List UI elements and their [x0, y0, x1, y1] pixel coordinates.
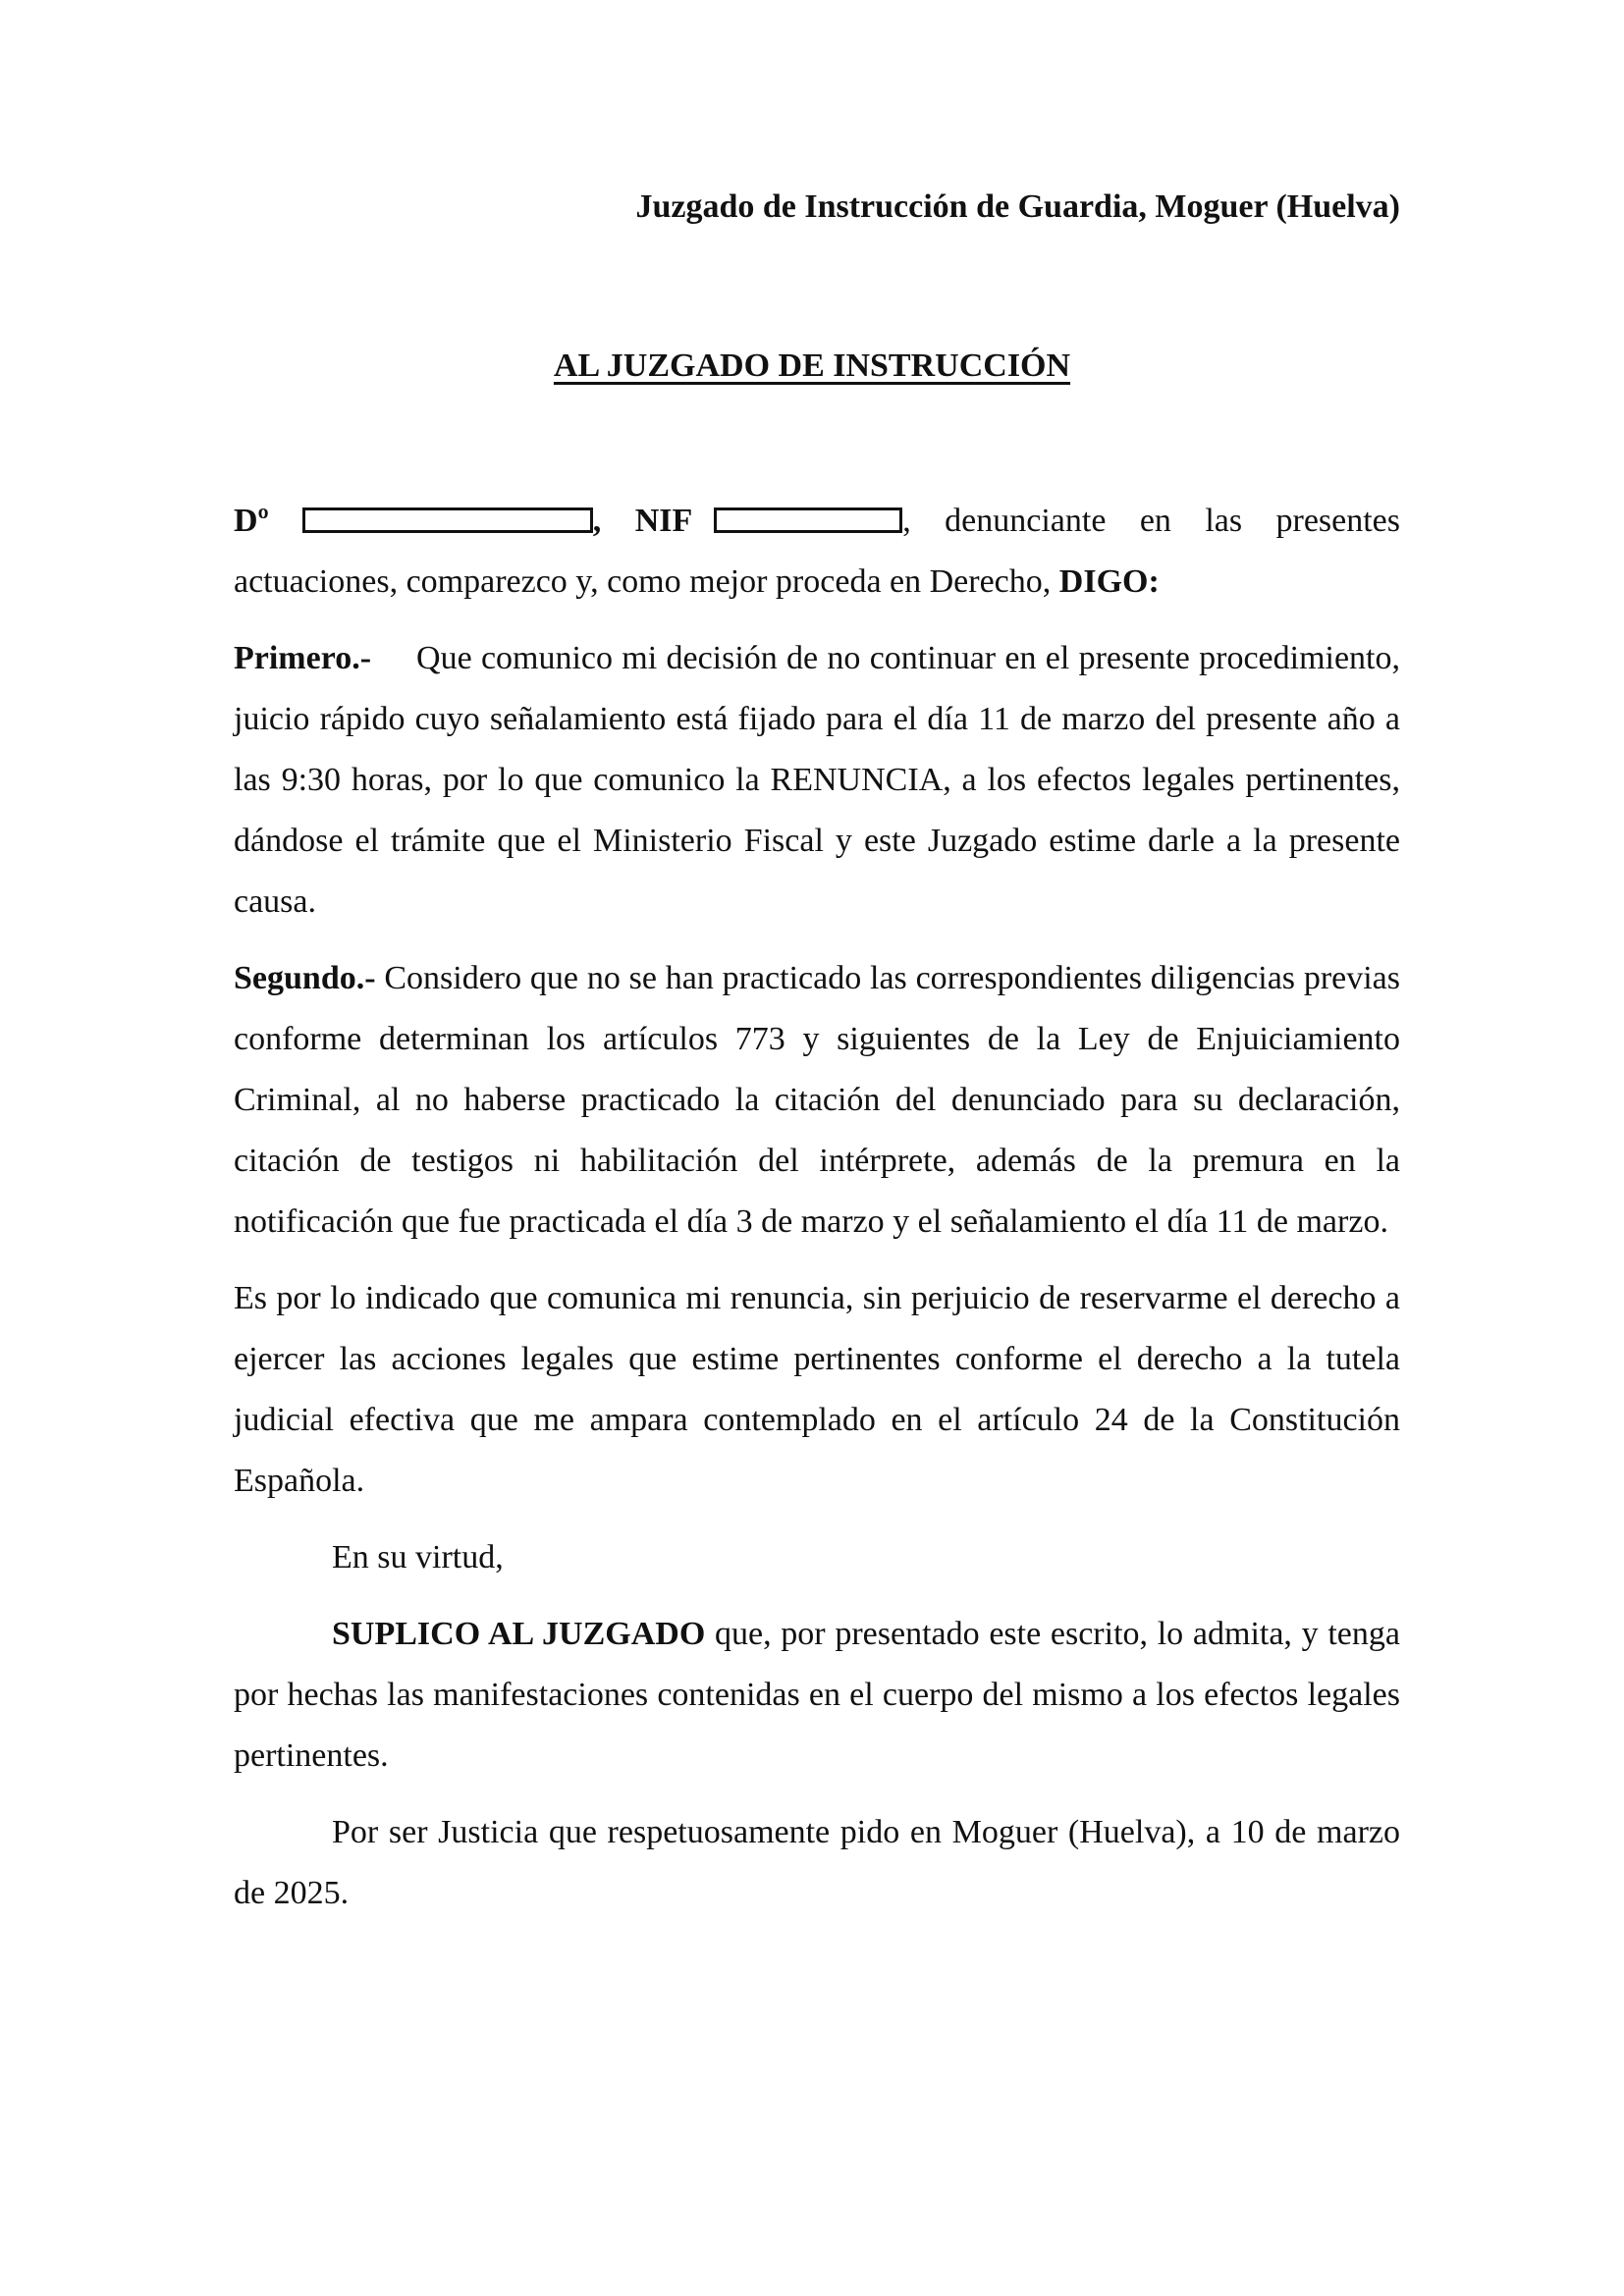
suplico-label: SUPLICO AL JUZGADO [332, 1616, 706, 1652]
closing-paragraph: Por ser Justicia que respetuosamente pido en Moguer (Huelva), a 10 de marzo de 2025. [234, 1814, 1400, 1911]
document-title: AL JUZGADO DE INSTRUCCIÓN [553, 347, 1071, 384]
virtud-paragraph: En su virtud, [332, 1539, 504, 1575]
honorific: Dº [234, 503, 269, 539]
redacted-name-box [302, 507, 593, 533]
intro-paragraph [234, 491, 1400, 613]
segundo-paragraph [234, 948, 1400, 1253]
intro-text: , denunciante en las presentes actuaciones, comparezco y, como mejor proceda en Derecho, [234, 503, 1400, 600]
renuncia-paragraph: Es por lo indicado que comunica mi renuncia, sin perjuicio de reservarme el derecho a ejercer las acciones legales que estime pertinentes conforme el derecho a la tutela judicial efectiva que me ampara contemplado en el artículo 24 de la Constitución Española. [234, 1280, 1400, 1499]
nif-label: NIF [634, 503, 693, 539]
digo-label: DIGO: [1058, 563, 1160, 600]
document-body [234, 491, 1400, 1940]
primero-text: Que comunico mi decisión de no continuar en el presente procedimiento, juicio rápido cuyo señalamiento está fijado para el día 11 de marzo del presente año a las 9:30 horas, por lo que comunico la RENUNCIA, a los efectos legales pertinentes, dándose el trámite que el Ministerio Fiscal y este Juzgado estime darle a la presente causa. [234, 640, 1400, 920]
suplico-text: que, por presentado este escrito, lo admita, y tenga por hechas las manifestaciones contenidas en el cuerpo del mismo a los efectos legales pertinentes. [234, 1616, 1400, 1774]
redacted-nif-box [714, 507, 902, 533]
segundo-label: Segundo.- [234, 960, 376, 996]
court-header: Juzgado de Instrucción de Guardia, Moguer (Huelva) [635, 188, 1400, 225]
suplico-paragraph [234, 1604, 1400, 1787]
primero-label: Primero.- [234, 640, 372, 676]
primero-paragraph [234, 628, 1400, 933]
segundo-text: Considero que no se han practicado las correspondientes diligencias previas conforme determinan los artículos 773 y siguientes de la Ley de Enjuiciamiento Criminal, al no haberse practicado la citación del denunciado para su declaración, citación de testigos ni habilitación del intérprete, además de la premura en la notificación que fue practicada el día 3 de marzo y el señalamiento el día 11 de marzo. [234, 960, 1400, 1240]
name-suffix: , [592, 503, 602, 539]
